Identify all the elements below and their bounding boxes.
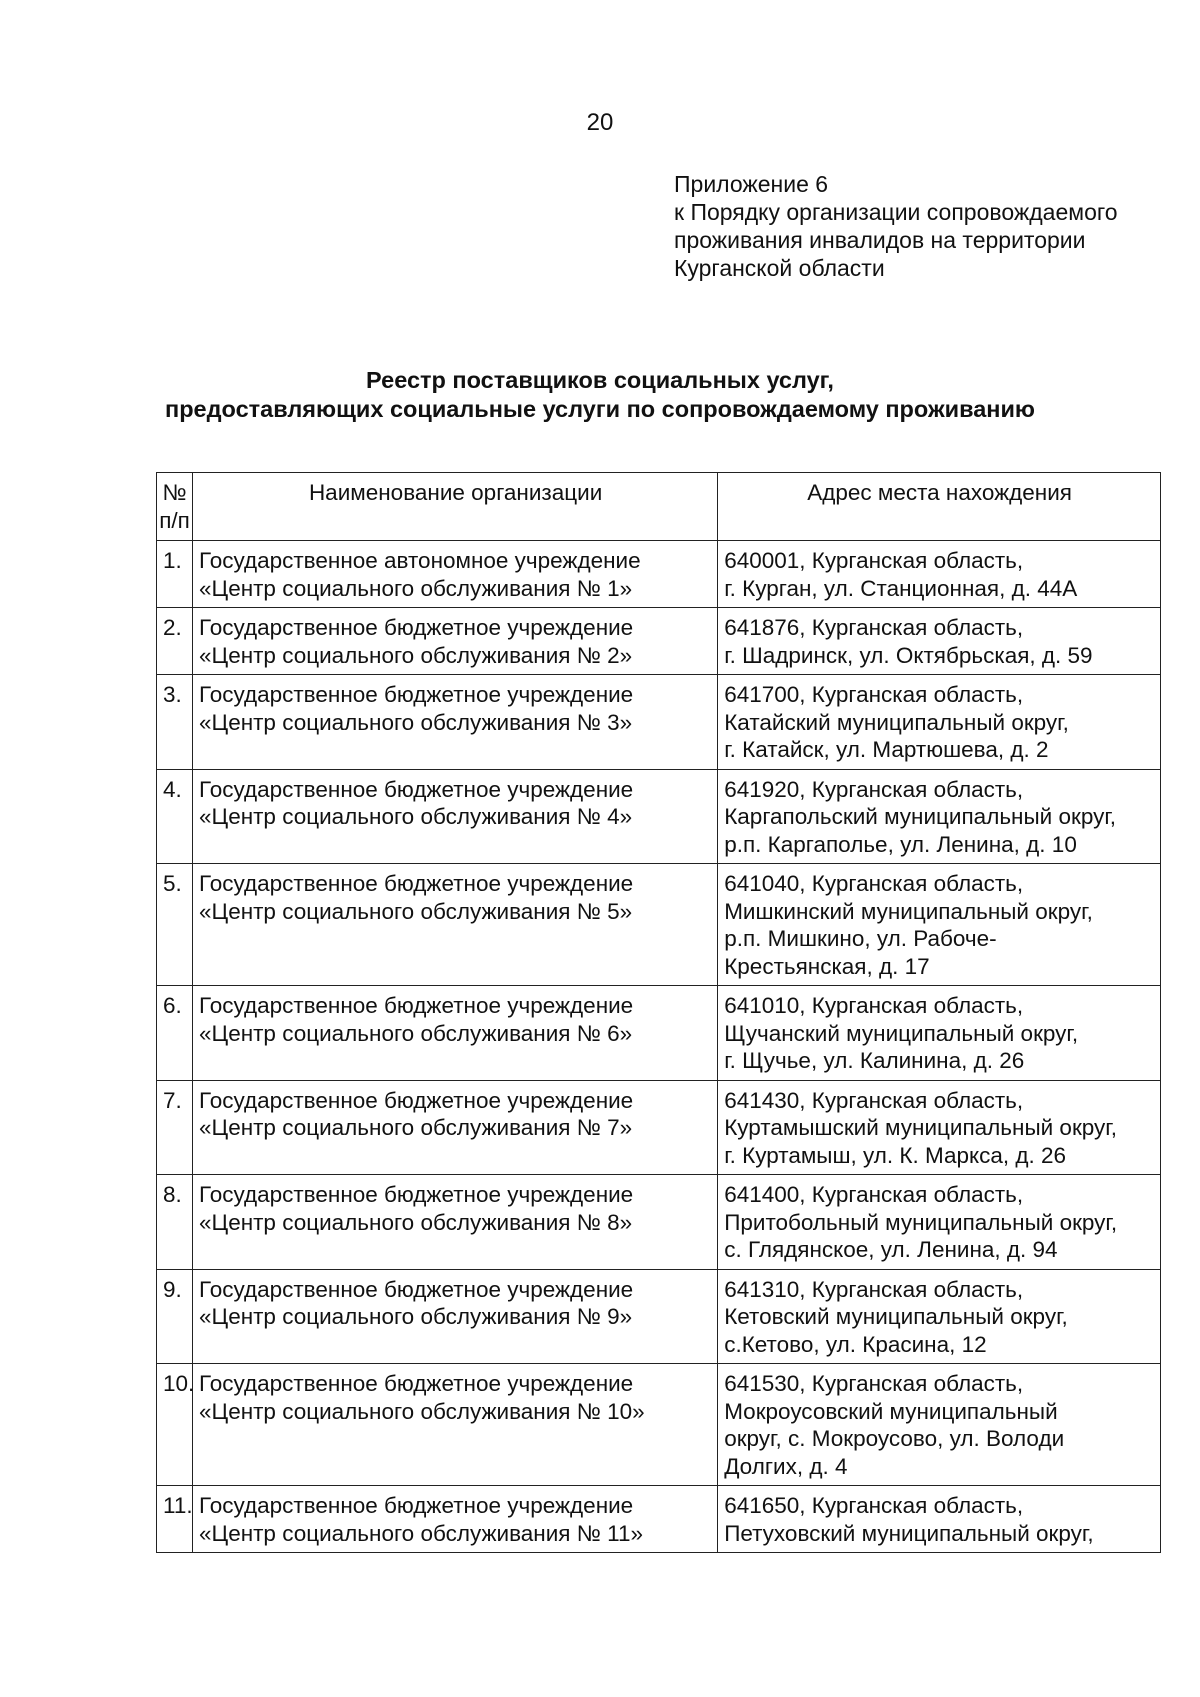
row-number: 5. — [157, 864, 193, 986]
address-line: с.Кетово, ул. Красина, 12 — [724, 1331, 987, 1357]
title-line: Реестр поставщиков социальных услуг, — [366, 367, 834, 393]
row-number: 7. — [157, 1080, 193, 1175]
organization-name-line: «Центр социального обслуживания № 10» — [199, 1398, 645, 1424]
row-number: 8. — [157, 1175, 193, 1270]
organization-name-cell — [193, 1486, 718, 1553]
organization-name-line: «Центр социального обслуживания № 9» — [199, 1304, 633, 1329]
table-row — [157, 986, 1161, 1081]
address-line: Крестьянская, д. 17 — [724, 953, 930, 979]
organization-name-cell — [193, 1364, 718, 1486]
organization-name-line: Государственное автономное учреждение — [199, 548, 641, 573]
address-line: Кетовский муниципальный округ, — [724, 1304, 1068, 1329]
table-row — [157, 675, 1161, 770]
table-row — [157, 1486, 1161, 1553]
address-cell — [718, 769, 1161, 864]
address-cell — [718, 1486, 1161, 1553]
page-number: 20 — [586, 109, 614, 136]
address-line: р.п. Мишкино, ул. Рабоче- — [724, 926, 997, 951]
address-line: г. Щучье, ул. Калинина, д. 26 — [724, 1048, 1025, 1073]
organization-name-line: Государственное бюджетное учреждение — [199, 1087, 634, 1113]
appendix-line: Курганской области — [674, 255, 885, 281]
organization-name-line: Государственное бюджетное учреждение — [199, 1182, 634, 1207]
address-line: г. Катайск, ул. Мартюшева, д. 2 — [724, 737, 1049, 762]
organization-name-cell — [193, 986, 718, 1081]
header-address: Адрес места нахождения — [718, 473, 1161, 541]
address-line: Каргапольский муниципальный округ, — [724, 804, 1117, 829]
row-number: 2. — [157, 608, 193, 675]
appendix-line: проживания инвалидов на территории — [674, 227, 1086, 253]
address-line: 641920, Курганская область, — [724, 776, 1024, 802]
providers-registry-table — [156, 472, 1161, 1553]
address-line: округ, с. Мокроусово, ул. Володи — [724, 1426, 1065, 1451]
address-line: 640001, Курганская область, — [724, 548, 1024, 573]
address-line: р.п. Каргаполье, ул. Ленина, д. 10 — [724, 831, 1077, 857]
address-line: г. Курган, ул. Станционная, д. 44А — [724, 575, 1078, 601]
appendix-line: к Порядку организации сопровождаемого — [674, 199, 1118, 225]
address-line: Петуховский муниципальный округ, — [724, 1520, 1094, 1546]
table-row — [157, 1269, 1161, 1364]
header-number-line: п/п — [159, 507, 190, 533]
organization-name-line: Государственное бюджетное учреждение — [199, 871, 634, 896]
table-body — [157, 541, 1161, 1553]
address-cell — [718, 986, 1161, 1081]
address-line: Куртамышский муниципальный округ, — [724, 1115, 1118, 1140]
document-title — [0, 366, 1200, 424]
address-line: 641310, Курганская область, — [724, 1276, 1024, 1302]
organization-name-line: «Центр социального обслуживания № 6» — [199, 1020, 633, 1046]
organization-name-line: «Центр социального обслуживания № 1» — [199, 575, 633, 601]
organization-name-cell — [193, 864, 718, 986]
address-line: 641876, Курганская область, — [724, 615, 1024, 640]
address-cell — [718, 1175, 1161, 1270]
address-line: г. Шадринск, ул. Октябрьская, д. 59 — [724, 642, 1093, 668]
address-line: Мокроусовский муниципальный — [724, 1398, 1058, 1424]
organization-name-cell — [193, 1175, 718, 1270]
organization-name-cell — [193, 1269, 718, 1364]
organization-name-cell — [193, 1080, 718, 1175]
table-header-row — [157, 473, 1161, 541]
address-cell — [718, 864, 1161, 986]
header-organization-name: Наименование организации — [193, 473, 718, 541]
address-cell — [718, 608, 1161, 675]
organization-name-line: Государственное бюджетное учреждение — [199, 1493, 634, 1518]
table-row — [157, 864, 1161, 986]
row-number: 9. — [157, 1269, 193, 1364]
address-line: Катайский муниципальный округ, — [724, 709, 1069, 735]
address-cell — [718, 1080, 1161, 1175]
table-row — [157, 1080, 1161, 1175]
address-line: с. Глядянское, ул. Ленина, д. 94 — [724, 1237, 1058, 1262]
address-line: 641700, Курганская область, — [724, 682, 1024, 707]
address-line: Мишкинский муниципальный округ, — [724, 898, 1093, 924]
address-line: 641430, Курганская область, — [724, 1087, 1024, 1113]
organization-name-line: «Центр социального обслуживания № 11» — [199, 1520, 643, 1546]
address-line: г. Куртамыш, ул. К. Маркса, д. 26 — [724, 1142, 1067, 1168]
address-cell — [718, 541, 1161, 608]
organization-name-line: Государственное бюджетное учреждение — [199, 1371, 634, 1396]
address-line: Долгих, д. 4 — [724, 1453, 848, 1479]
organization-name-line: «Центр социального обслуживания № 2» — [199, 642, 633, 668]
table-row — [157, 608, 1161, 675]
organization-name-line: «Центр социального обслуживания № 8» — [199, 1209, 633, 1235]
address-line: 641010, Курганская область, — [724, 993, 1024, 1018]
row-number: 6. — [157, 986, 193, 1081]
address-line: Притобольный муниципальный округ, — [724, 1209, 1118, 1235]
table-row — [157, 1175, 1161, 1270]
header-number-line: № — [162, 480, 187, 505]
organization-name-cell — [193, 769, 718, 864]
row-number: 11. — [157, 1486, 193, 1553]
organization-name-line: «Центр социального обслуживания № 4» — [199, 804, 633, 829]
table-row — [157, 1364, 1161, 1486]
title-line: предоставляющих социальные услуги по сопровождаемому проживанию — [165, 396, 1035, 422]
organization-name-line: «Центр социального обслуживания № 7» — [199, 1115, 633, 1140]
table-row — [157, 769, 1161, 864]
address-cell — [718, 675, 1161, 770]
organization-name-line: «Центр социального обслуживания № 5» — [199, 898, 633, 924]
row-number: 1. — [157, 541, 193, 608]
organization-name-line: Государственное бюджетное учреждение — [199, 1276, 634, 1302]
address-line: 641530, Курганская область, — [724, 1371, 1024, 1396]
organization-name-cell — [193, 608, 718, 675]
appendix-line: Приложение 6 — [674, 171, 829, 197]
address-line: 641400, Курганская область, — [724, 1182, 1024, 1207]
organization-name-line: Государственное бюджетное учреждение — [199, 776, 634, 802]
header-number — [157, 473, 193, 541]
address-line: Щучанский муниципальный округ, — [724, 1020, 1079, 1046]
organization-name-line: Государственное бюджетное учреждение — [199, 993, 634, 1018]
address-cell — [718, 1364, 1161, 1486]
table-row — [157, 541, 1161, 608]
organization-name-cell — [193, 675, 718, 770]
row-number: 3. — [157, 675, 193, 770]
organization-name-line: Государственное бюджетное учреждение — [199, 615, 634, 640]
appendix-header — [674, 170, 1174, 282]
row-number: 10. — [157, 1364, 193, 1486]
address-line: 641650, Курганская область, — [724, 1493, 1024, 1518]
organization-name-line: «Центр социального обслуживания № 3» — [199, 709, 633, 735]
address-cell — [718, 1269, 1161, 1364]
organization-name-cell — [193, 541, 718, 608]
row-number: 4. — [157, 769, 193, 864]
organization-name-line: Государственное бюджетное учреждение — [199, 682, 634, 707]
address-line: 641040, Курганская область, — [724, 871, 1024, 896]
